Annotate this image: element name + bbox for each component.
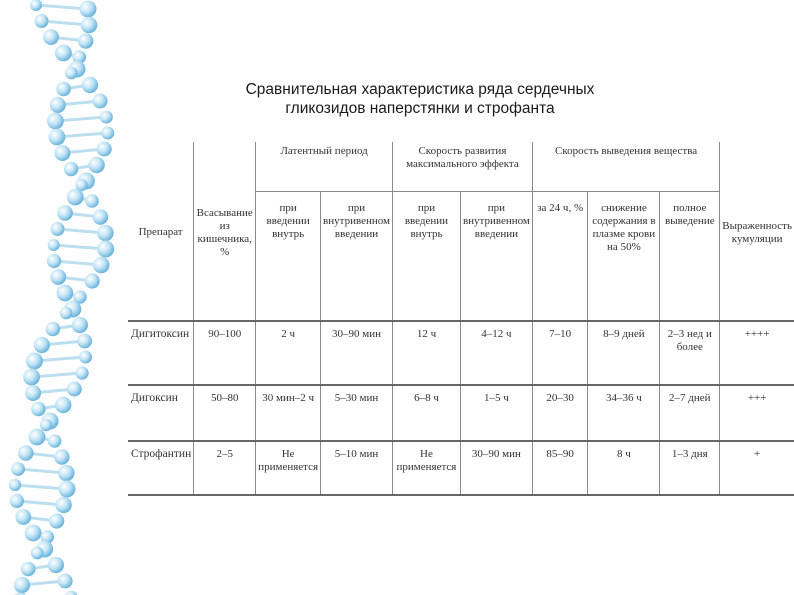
cell-max-iv: 30–90 мин [460, 441, 532, 495]
header-elim-full: полное выведение [660, 192, 720, 322]
header-absorption: Всасывание из кишечника, % [194, 142, 256, 321]
table-row [128, 441, 794, 495]
cell-max-iv: 1–5 ч [460, 385, 532, 441]
cell-elim-24h: 7–10 [532, 321, 588, 385]
cell-cumulation: ++++ [720, 321, 794, 385]
cell-max-oral: 12 ч [392, 321, 460, 385]
cell-elim-half: 8–9 дней [588, 321, 660, 385]
cell-latent-oral: 2 ч [256, 321, 321, 385]
header-latent-iv: при внутривенном введении [321, 192, 393, 322]
header-drug: Препарат [128, 142, 194, 321]
header-elimination-speed: Скорость выведения вещества [532, 142, 719, 192]
header-max-iv: при внутривенном введении [460, 192, 532, 322]
header-cumulation: Выраженность кумуляции [720, 142, 794, 321]
cell-drug: Дигоксин [128, 385, 194, 441]
slide-title [150, 80, 690, 118]
table-row [128, 385, 794, 441]
cell-elim-24h: 20–30 [532, 385, 588, 441]
cell-latent-oral: 30 мин–2 ч [256, 385, 321, 441]
cell-latent-iv: 5–30 мин [321, 385, 393, 441]
cell-max-oral: Не применяется [392, 441, 460, 495]
cell-max-iv: 4–12 ч [460, 321, 532, 385]
cell-elim-full: 1–3 дня [660, 441, 720, 495]
cell-absorption: 2–5 [194, 441, 256, 495]
header-latent-period: Латентный период [256, 142, 393, 192]
title-line-2: гликозидов наперстянки и строфанта [285, 100, 555, 117]
cell-drug: Строфантин [128, 441, 194, 495]
header-elim-24h: за 24 ч, % [532, 192, 588, 322]
header-max-effect-speed: Скорость развития максимального эффекта [392, 142, 532, 192]
dna-strand-decoration [0, 0, 130, 595]
cell-absorption: 50–80 [194, 385, 256, 441]
header-latent-oral: при введении внутрь [256, 192, 321, 322]
cell-latent-oral: Не применяется [256, 441, 321, 495]
cell-latent-iv: 30–90 мин [321, 321, 393, 385]
cell-elim-24h: 85–90 [532, 441, 588, 495]
cell-elim-full: 2–7 дней [660, 385, 720, 441]
header-elim-half: снижение содержания в плазме крови на 50% [588, 192, 660, 322]
header-max-oral: при введении внутрь [392, 192, 460, 322]
cell-latent-iv: 5–10 мин [321, 441, 393, 495]
cell-elim-half: 8 ч [588, 441, 660, 495]
cell-absorption: 90–100 [194, 321, 256, 385]
cell-cumulation: +++ [720, 385, 794, 441]
cell-max-oral: 6–8 ч [392, 385, 460, 441]
cell-elim-half: 34–36 ч [588, 385, 660, 441]
title-line-1: Сравнительная характеристика ряда сердечных [245, 81, 595, 98]
glycosides-table [128, 142, 794, 496]
cell-cumulation: + [720, 441, 794, 495]
cell-elim-full: 2–3 нед и более [660, 321, 720, 385]
cell-drug: Дигитоксин [128, 321, 194, 385]
table-row [128, 321, 794, 385]
